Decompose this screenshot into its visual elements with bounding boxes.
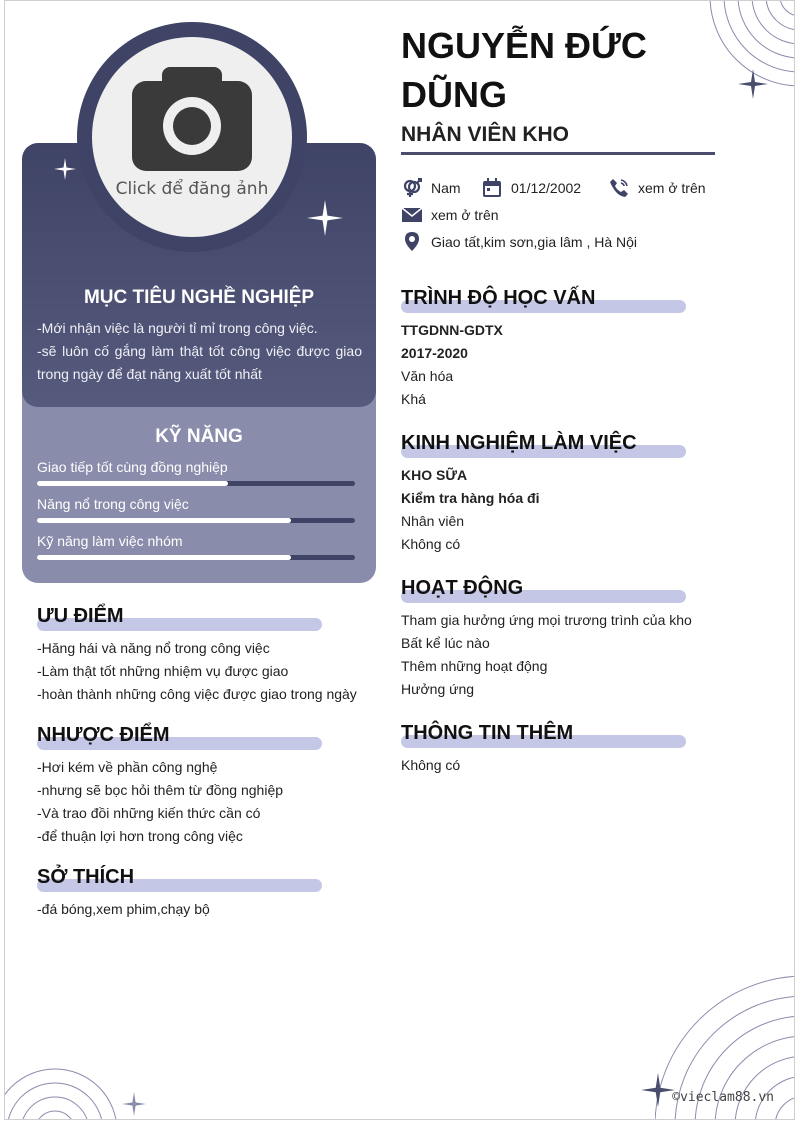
email-text: xem ở trên	[431, 207, 499, 223]
list-item: Bất kể lúc nào	[401, 635, 490, 651]
strengths-title: ƯU ĐIỂM	[37, 605, 124, 627]
camera-icon	[132, 65, 252, 176]
skill-label: Năng nổ trong công việc	[37, 496, 189, 512]
job-note: Không có	[401, 536, 461, 552]
strengths-heading	[37, 605, 124, 633]
objective-line: -Mới nhận việc là người tỉ mỉ trong công việc.	[37, 320, 318, 336]
sparkle-icon	[122, 1092, 146, 1120]
list-item: Tham gia hưởng ứng mọi trương trình của kho	[401, 612, 692, 628]
sparkle-icon	[641, 1073, 675, 1112]
grade: Khá	[401, 391, 426, 407]
sparkle-icon	[738, 69, 768, 104]
skill-bar-fill	[37, 481, 228, 486]
weaknesses-heading	[37, 724, 170, 752]
company-name: KHO SỮA	[401, 467, 468, 483]
birthday-text: 01/12/2002	[511, 180, 582, 196]
list-item: Hưởng ứng	[401, 681, 475, 697]
list-item: -Làm thật tốt những nhiệm vụ được giao	[37, 663, 289, 679]
weaknesses-title: NHƯỢC ĐIỂM	[37, 724, 170, 746]
list-item: Không có	[401, 757, 461, 773]
objective-title: MỤC TIÊU NGHỀ NGHIỆP	[83, 287, 315, 308]
list-item: -đá bóng,xem phim,chạy bộ	[37, 901, 210, 917]
skill-bar	[37, 481, 355, 486]
phone-text: xem ở trên	[638, 180, 706, 196]
location-pin-icon	[401, 231, 423, 253]
objective-text	[37, 317, 362, 386]
skill-bar	[37, 555, 355, 560]
sparkle-icon	[54, 158, 76, 185]
job-title: NHÂN VIÊN KHO	[401, 123, 570, 146]
list-item: -Hăng hái và năng nổ trong công việc	[37, 640, 270, 656]
activities-list	[401, 609, 692, 701]
address-text: Giao tất,kim sơn,gia lâm , Hà Nội	[431, 234, 638, 250]
list-item: -nhưng sẽ bọc hỏi thêm từ đồng nghiệp	[37, 782, 284, 798]
objective-line: -sẽ luôn cố gắng làm thật tốt công việc được giao trong ngày để đạt năng xuất tốt nhất	[37, 343, 362, 382]
email-info	[401, 204, 499, 226]
study-period: 2017-2020	[401, 345, 468, 361]
list-item: -Và trao đồi những kiến thức cần có	[37, 805, 261, 821]
skill-label: Giao tiếp tốt cùng đồng nghiệp	[37, 459, 228, 475]
birthday-info	[481, 177, 581, 199]
additional-list	[401, 754, 460, 777]
name-line: DŨNG	[401, 74, 507, 115]
job-position: Nhân viên	[401, 513, 465, 529]
education-title: TRÌNH ĐỘ HỌC VẤN	[401, 287, 596, 309]
major: Văn hóa	[401, 368, 454, 384]
address-info	[401, 231, 637, 253]
job-role: Kiểm tra hàng hóa đi	[401, 490, 540, 506]
experience-title: KINH NGHIỆM LÀM VIỆC	[401, 432, 637, 454]
title-divider	[401, 152, 715, 155]
name-line: NGUYỄN ĐỨC	[401, 25, 647, 66]
experience-heading	[401, 432, 637, 460]
skills-title: KỸ NĂNG	[155, 426, 243, 447]
hobbies-title: SỞ THÍCH	[37, 866, 135, 888]
list-item: Thêm những hoạt động	[401, 658, 548, 674]
hobbies-heading	[37, 866, 134, 894]
decorative-arcs-bottom-left	[5, 1061, 125, 1120]
sparkle-icon	[307, 200, 343, 241]
activities-title: HOẠT ĐỘNG	[401, 577, 524, 599]
list-item: -để thuận lợi hơn trong công việc	[37, 828, 243, 844]
phone-info	[608, 177, 706, 199]
phone-icon	[608, 177, 630, 199]
skill-bar-fill	[37, 518, 291, 523]
list-item: -Hơi kém về phần công nghệ	[37, 759, 218, 775]
photo-upload[interactable]	[92, 37, 292, 237]
list-item: -hoàn thành những công việc được giao trong ngày	[37, 686, 357, 702]
skill-bar	[37, 518, 355, 523]
calendar-icon	[481, 177, 503, 199]
skill-item	[37, 496, 355, 512]
activities-heading	[401, 577, 523, 605]
skill-item	[37, 533, 355, 549]
additional-title: THÔNG TIN THÊM	[401, 722, 574, 744]
skill-item	[37, 459, 355, 475]
gender-info	[401, 177, 461, 199]
candidate-name	[401, 21, 647, 119]
skill-label: Kỹ năng làm việc nhóm	[37, 533, 183, 549]
education-heading	[401, 287, 595, 315]
experience-details	[401, 464, 539, 556]
weaknesses-list	[37, 756, 283, 848]
school-name: TTGDNN-GDTX	[401, 322, 503, 338]
gender-icon	[401, 177, 423, 199]
photo-caption: Click để đăng ảnh	[115, 179, 269, 199]
education-details	[401, 319, 503, 411]
hobbies-list	[37, 898, 210, 921]
envelope-icon	[401, 204, 423, 226]
cv-page	[4, 0, 795, 1120]
gender-text: Nam	[431, 180, 461, 196]
strengths-list	[37, 637, 357, 706]
watermark: ©vieclam88.vn	[672, 1090, 774, 1105]
skill-bar-fill	[37, 555, 291, 560]
additional-heading	[401, 722, 573, 750]
